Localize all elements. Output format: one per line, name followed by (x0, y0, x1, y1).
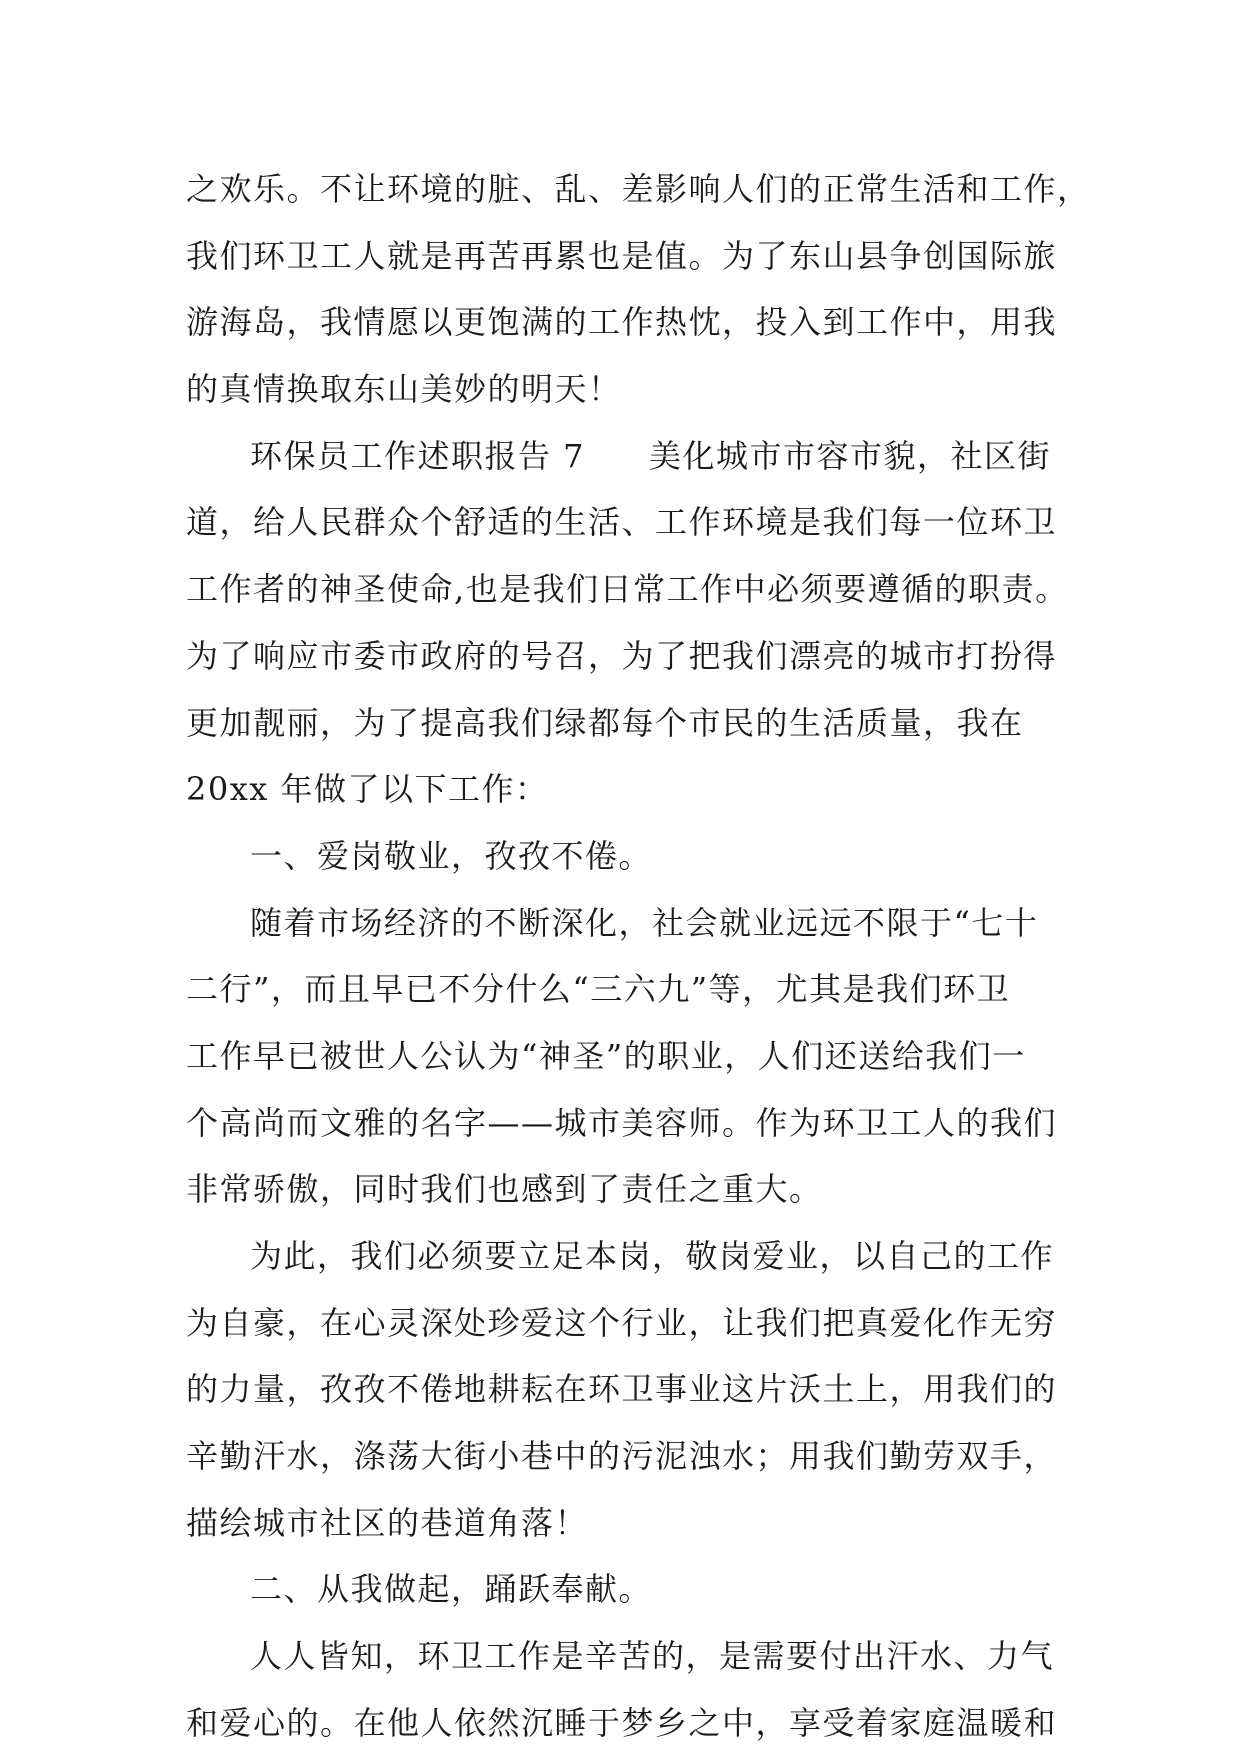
text-line: 的力量，孜孜不倦地耕耘在环卫事业这片沃土上，用我们的 (186, 1370, 1058, 1409)
text-line: 描绘城市社区的巷道角落！ (186, 1503, 589, 1542)
text-line: 的真情换取东山美妙的明天！ (186, 370, 622, 409)
text-line: 游海岛，我情愿以更饱满的工作热忱，投入到工作中，用我 (186, 303, 1058, 342)
text-line: 随着市场经济的不断深化，社会就业远远不限于“七十 (250, 903, 1039, 942)
point-one-heading: 一、爱岗敬业，孜孜不倦。 (250, 836, 653, 875)
text-line: 个高尚而文雅的名字——城市美容师。作为环卫工人的我们 (186, 1103, 1058, 1142)
text-line: 二行”，而且早已不分什么“三六九”等，尤其是我们环卫 (186, 970, 1011, 1009)
section-title: 环保员工作述职报告 7 (250, 436, 586, 475)
text-line: 更加靓丽，为了提高我们绿都每个市民的生活质量，我在 (186, 703, 1024, 742)
text-line: 道，给人民群众个舒适的生活、工作环境是我们每一位环卫 (186, 503, 1058, 542)
text-line: 为自豪，在心灵深处珍爱这个行业，让我们把真爱化作无穷 (186, 1303, 1058, 1342)
section-first-line-text: 美化城市市容市貌，社区街 (649, 436, 1052, 475)
document-body (186, 156, 1091, 1757)
text-line: 20xx 年做了以下工作： (186, 770, 549, 809)
section-heading-line (186, 423, 1066, 490)
text-line: 之欢乐。不让环境的脏、乱、差影响人们的正常生活和工作， (186, 170, 1091, 208)
text-line: 辛勤汗水，涤荡大街小巷中的污泥浊水；用我们勤劳双手， (186, 1437, 1058, 1476)
point-two-heading: 二、从我做起，踊跃奉献。 (250, 1570, 653, 1609)
text-line: 我们环卫工人就是再苦再累也是值。为了东山县争创国际旅 (186, 236, 1058, 275)
text-line: 工作早已被世人公认为“神圣”的职业，人们还送给我们一 (186, 1036, 1026, 1075)
text-line: 人人皆知，环卫工作是辛苦的，是需要付出汗水、力气 (250, 1637, 1055, 1676)
text-line: 为了响应市委市政府的号召，为了把我们漂亮的城市打扮得 (186, 636, 1058, 675)
text-line: 非常骄傲，同时我们也感到了责任之重大。 (186, 1170, 823, 1209)
text-line: 为此，我们必须要立足本岗，敬岗爱业，以自己的工作 (250, 1237, 1055, 1275)
text-line: 工作者的神圣使命,也是我们日常工作中必须要遵循的职责。 (186, 570, 1069, 609)
text-line: 和爱心的。在他人依然沉睡于梦乡之中，享受着家庭温暖和 (186, 1703, 1058, 1742)
